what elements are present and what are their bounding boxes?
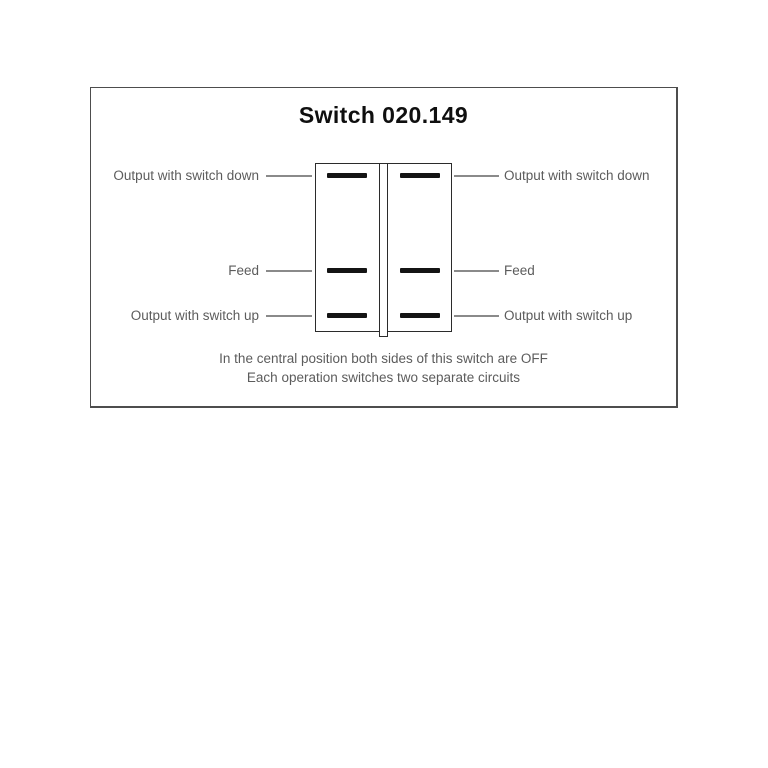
note-separate-circuits: Each operation switches two separate circuits [246,370,521,385]
connector-line-down-right [454,175,499,177]
connector-line-feed-left [266,270,312,272]
terminal-bar-up-right [400,313,440,318]
terminal-bar-down-left [327,173,367,178]
connector-line-down-left [266,175,312,177]
label-output-switch-up-right: Output with switch up [504,308,633,323]
label-output-switch-up-left: Output with switch up [130,308,259,323]
diagram-frame [90,87,678,408]
note-central-position: In the central position both sides of this switch are OFF [219,351,548,366]
label-output-switch-down-left: Output with switch down [113,168,259,183]
label-feed-right: Feed [504,263,535,278]
switch-rocker-strip [379,163,388,337]
diagram-title: Switch 020.149 [298,102,469,128]
diagram-notes [91,349,676,387]
connector-line-up-right [454,315,499,317]
terminal-bar-down-right [400,173,440,178]
label-output-switch-down-right: Output with switch down [504,168,650,183]
terminal-bar-feed-right [400,268,440,273]
connector-line-up-left [266,315,312,317]
label-feed-left: Feed [228,263,259,278]
terminal-bar-up-left [327,313,367,318]
connector-line-feed-right [454,270,499,272]
terminal-bar-feed-left [327,268,367,273]
